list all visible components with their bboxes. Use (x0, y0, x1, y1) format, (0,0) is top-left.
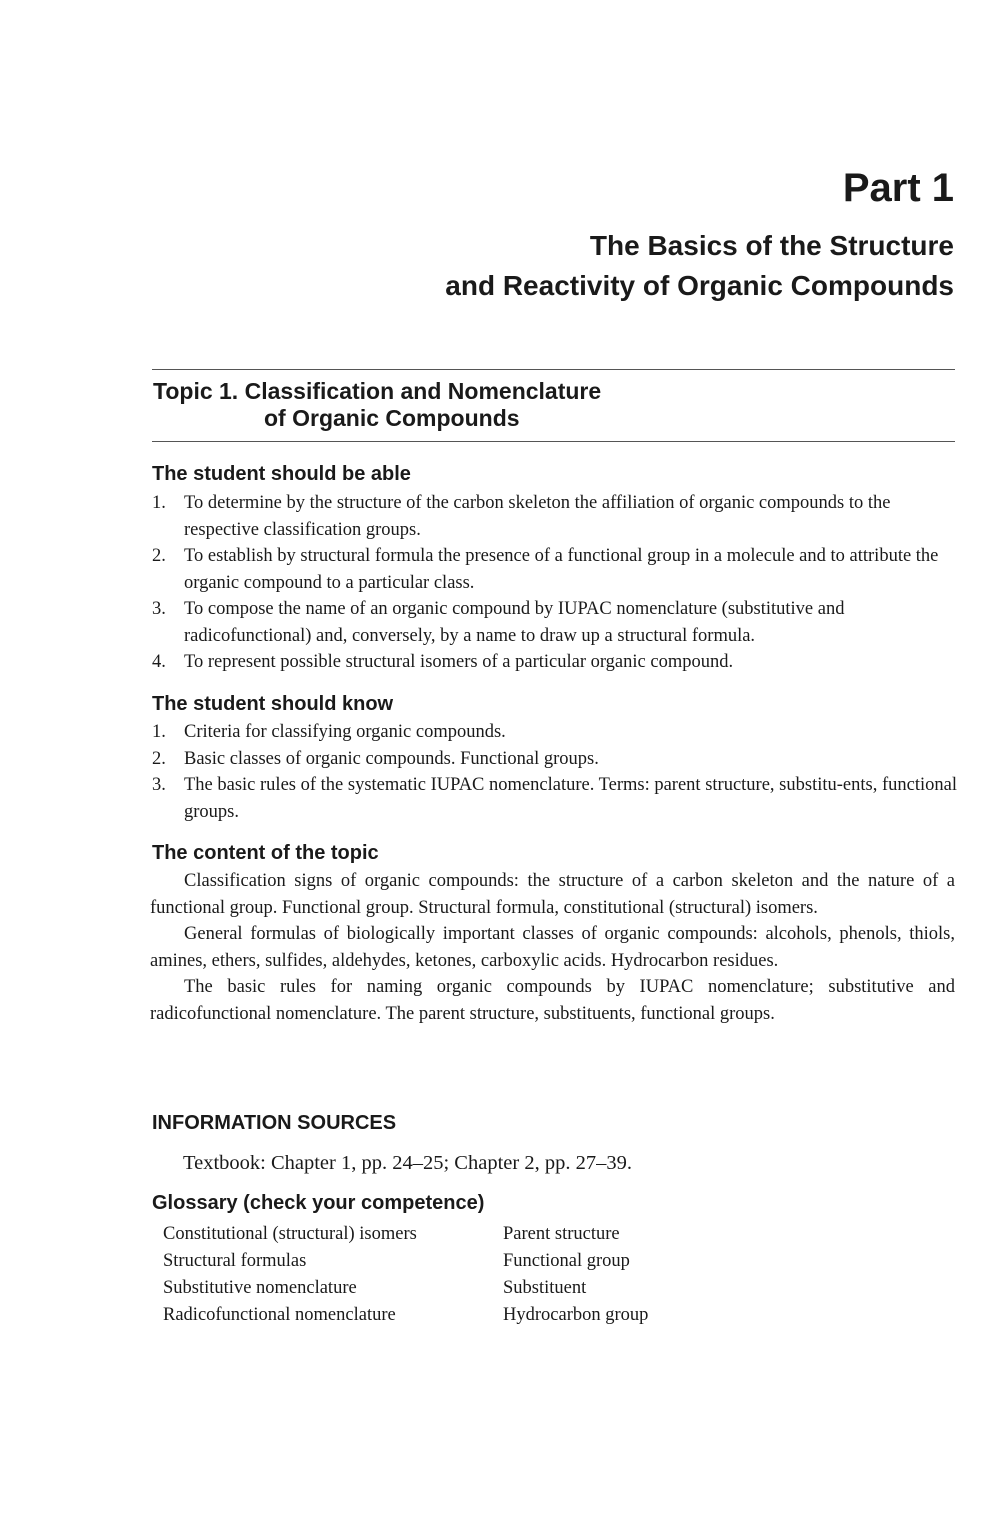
glossary-row (163, 1302, 648, 1329)
part-title-line-1: The Basics of the Structure (589, 230, 954, 261)
list-item-text: To compose the name of an organic compound by IUPAC nomenclature (substitutive and radicofunctional) and, conversely, by a name to draw up a structural formula. (184, 599, 845, 646)
content-paragraph: General formulas of biologically important classes of organic compounds: alcohols, phenols, thiols, amines, ethers, sulfides, aldehydes, ketones, carboxylic acids. Hydrocarbon residues. (150, 924, 955, 971)
list-item (152, 596, 957, 649)
list-item (152, 490, 957, 543)
content-text (150, 868, 955, 1027)
list-item-number: 3. (152, 775, 166, 795)
glossary-row (163, 1221, 648, 1248)
topic-title-line-2: of Organic Compounds (264, 405, 520, 431)
glossary-term: Substitutive nomenclature (163, 1278, 357, 1298)
list-item (152, 746, 957, 773)
topic-title (153, 378, 601, 432)
list-item-text: Basic classes of organic compounds. Functional groups. (184, 748, 599, 769)
glossary-table (163, 1221, 648, 1329)
content-heading: The content of the topic (152, 842, 379, 864)
list-item (152, 649, 957, 676)
glossary-term: Substituent (503, 1278, 587, 1298)
glossary-term: Hydrocarbon group (503, 1305, 649, 1325)
sources-text: Textbook: Chapter 1, pp. 24–25; Chapter 2, pp. 27–39. (183, 1152, 632, 1174)
content-paragraph: Classification signs of organic compounds: the structure of a carbon skeleton and the nature of a functional group. Functional group. Structural formula, constitutional (structural) isomers. (150, 871, 955, 918)
list-item-number: 2. (152, 546, 166, 566)
list-item-number: 2. (152, 748, 166, 769)
list-item-number: 4. (152, 652, 166, 672)
part-title-line-2: and Reactivity of Organic Compounds (445, 270, 954, 301)
glossary-term: Parent structure (503, 1224, 620, 1244)
able-heading: The student should be able (152, 463, 411, 485)
list-item-text: Criteria for classifying organic compounds. (184, 722, 506, 742)
know-list (152, 719, 957, 825)
part-title (445, 226, 954, 306)
glossary-row (163, 1248, 648, 1275)
content-paragraph: The basic rules for naming organic compounds by IUPAC nomenclature; substitutive and radicofunctional nomenclature. The parent structure, substituents, functional groups. (150, 977, 955, 1024)
list-item-text: To represent possible structural isomers of a particular organic compound. (184, 652, 734, 672)
part-label: Part 1 (842, 166, 954, 210)
glossary-term: Constitutional (structural) isomers (163, 1224, 417, 1244)
list-item-text: To establish by structural formula the presence of a functional group in a molecule and to attribute the organic compound to a particular class. (184, 546, 939, 593)
glossary-heading: Glossary (check your competence) (152, 1192, 485, 1214)
list-item (152, 772, 957, 825)
list-item (152, 719, 957, 746)
list-item-text: The basic rules of the systematic IUPAC nomenclature. Terms: parent structure, substitu-ents, functional groups. (184, 775, 957, 822)
list-item-number: 1. (152, 722, 166, 742)
know-heading: The student should know (152, 693, 394, 715)
sources-heading: INFORMATION SOURCES (152, 1112, 397, 1134)
list-item-number: 1. (152, 493, 166, 513)
topic-title-line-1: Topic 1. Classification and Nomenclature (153, 378, 602, 404)
topic-rule-top (152, 369, 955, 370)
list-item-number: 3. (152, 599, 166, 619)
glossary-term: Radicofunctional nomenclature (163, 1305, 396, 1325)
glossary-row (163, 1275, 648, 1302)
glossary-term: Structural formulas (163, 1251, 307, 1271)
able-list (152, 490, 957, 676)
list-item-text: To determine by the structure of the carbon skeleton the affiliation of organic compounds to the respective classification groups. (184, 493, 891, 540)
topic-rule-bottom (152, 441, 955, 442)
list-item (152, 543, 957, 596)
glossary-term: Functional group (503, 1251, 630, 1271)
